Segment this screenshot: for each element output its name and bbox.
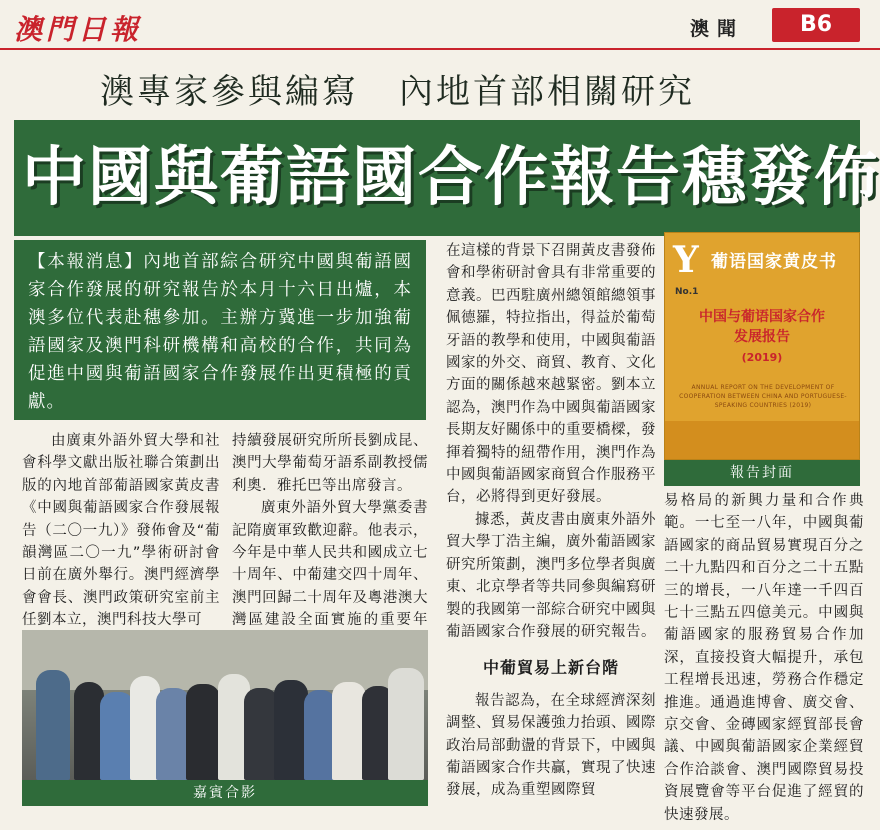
group-photo [22,630,428,780]
photo-caption: 嘉賓合影 [22,780,428,806]
cover-caption: 報告封面 [664,460,860,486]
kicker-headline [100,64,800,113]
kicker-right: 內地首部相關研究 [399,72,695,112]
cover-band [665,421,859,460]
body-paragraph: 由廣東外語外貿大學和社會科學文獻出版社聯合策劃出版的內地首部葡語國家黃皮書《中國與葡語國家合作發展報告（二〇一九）》發佈會及“葡韻灣區二〇一九”學術研討會日前在廣外舉行。澳門經濟學會會長、澳門政策研究室前主任劉本立，澳門科技大學可 [22,433,220,629]
article-column-3 [446,240,656,802]
report-cover-image [664,232,860,460]
cover-title-line1: 中国与葡语国家合作 [699,309,825,325]
article-column-4 [664,490,864,826]
article-column-2 [232,430,428,654]
photo-person [274,680,308,780]
cover-letter: Y [673,239,699,281]
lead-paragraph: 【本報消息】內地首部綜合研究中國與葡語國家合作發展的研究報告於本月十六日出爐，本澳多位代表赴穗參加。主辦方冀進一步加強葡語國家及澳門科研機構和高校的合作，共同為促進中國與葡語國家合作發展作出更積極的貢獻。 [28,252,412,412]
photo-person [244,688,278,780]
newspaper-logo: 澳門日報 [14,13,143,46]
masthead [0,0,880,50]
cover-number: No.1 [675,287,699,297]
lead-box [14,240,426,420]
body-paragraph: 持續發展研究所所長劉成昆、澳門大學葡萄牙語系副教授儒利奧．雅托巴等出席發言。 [232,433,428,494]
page-number-badge: B6 [772,8,860,42]
body-paragraph: 易格局的新興力量和合作典範。一七至一八年，中國與葡語國家的商品貿易實現百分之二十九點四和百分之二十五點三的增長，一八年達一千四百七十三點五四億美元。中國與葡語國家的服務貿易合作加深，直接投資大幅提升，承包工程增長迅速，勞務合作穩定推進。通過進博會、廣交會、京交會、金磚國家經貿部長會議、中國與葡語國家企業經貿合作洽談會、澳門國際貿易投資展覽會等平台促進了經貿的快速發展。 [664,493,864,823]
cover-series: 葡语国家黄皮书 [711,252,837,272]
photo-person [332,682,366,780]
photo-person [36,670,70,780]
cover-english-title: ANNUAL REPORT ON THE DEVELOPMENT OF COOPERATION BETWEEN CHINA AND PORTUGUESE-SPEAKING COUNTRIES (2019) [679,384,847,409]
main-headline: 中國與葡語國合作報告穗發佈 [22,141,880,215]
photo-person [156,688,190,780]
photo-person [100,692,134,780]
section-name: 澳聞 [690,18,745,40]
article-column-1 [22,430,220,632]
photo-person [186,684,220,780]
kicker-left: 澳專家參與編寫 [100,72,359,112]
section-subhead: 中葡貿易上新台階 [482,658,619,678]
body-paragraph: 在這樣的背景下召開黃皮書發佈會和學術研討會具有非常重要的意義。巴西駐廣州總領館總領事佩德羅，特拉指出，得益於葡萄牙語的教學和使用，中國與葡語國家的外交、商貿、教育、文化方面的關係越來越緊密。劉本立認為，澳門作為中國與葡語國家長期友好關係中的重要橋樑，發揮着獨特的紐帶作用，澳門作為中國與葡語國家商貿合作服務平台，必將得到更好發展。 [446,243,656,506]
body-paragraph: 廣東外語外貿大學黨委書記隋廣軍致歡迎辭。他表示，今年是中華人民共和國成立七十周年、中葡建交四十周年、澳門回歸二十周年及粵港澳大灣區建設全面實施的重要年 [232,500,428,629]
cover-title-line2: 发展报告 [734,329,790,345]
photo-person [388,668,424,780]
cover-title [665,307,859,347]
cover-year: (2019) [741,351,783,364]
body-paragraph: 據悉，黃皮書由廣東外語外貿大學丁浩主編，廣外葡語國家研究所策劃，澳門多位學者與廣東、北京學者等共同參與編寫研製的我國第一部綜合研究中國與葡語國家合作發展的研究報告。 [446,511,656,640]
body-paragraph: 報告認為，在全球經濟深刻調整、貿易保護強力抬頭、國際政治局部動盪的背景下，中國與葡語國家合作共贏，實現了快速發展，成為重塑國際貿 [446,692,656,799]
